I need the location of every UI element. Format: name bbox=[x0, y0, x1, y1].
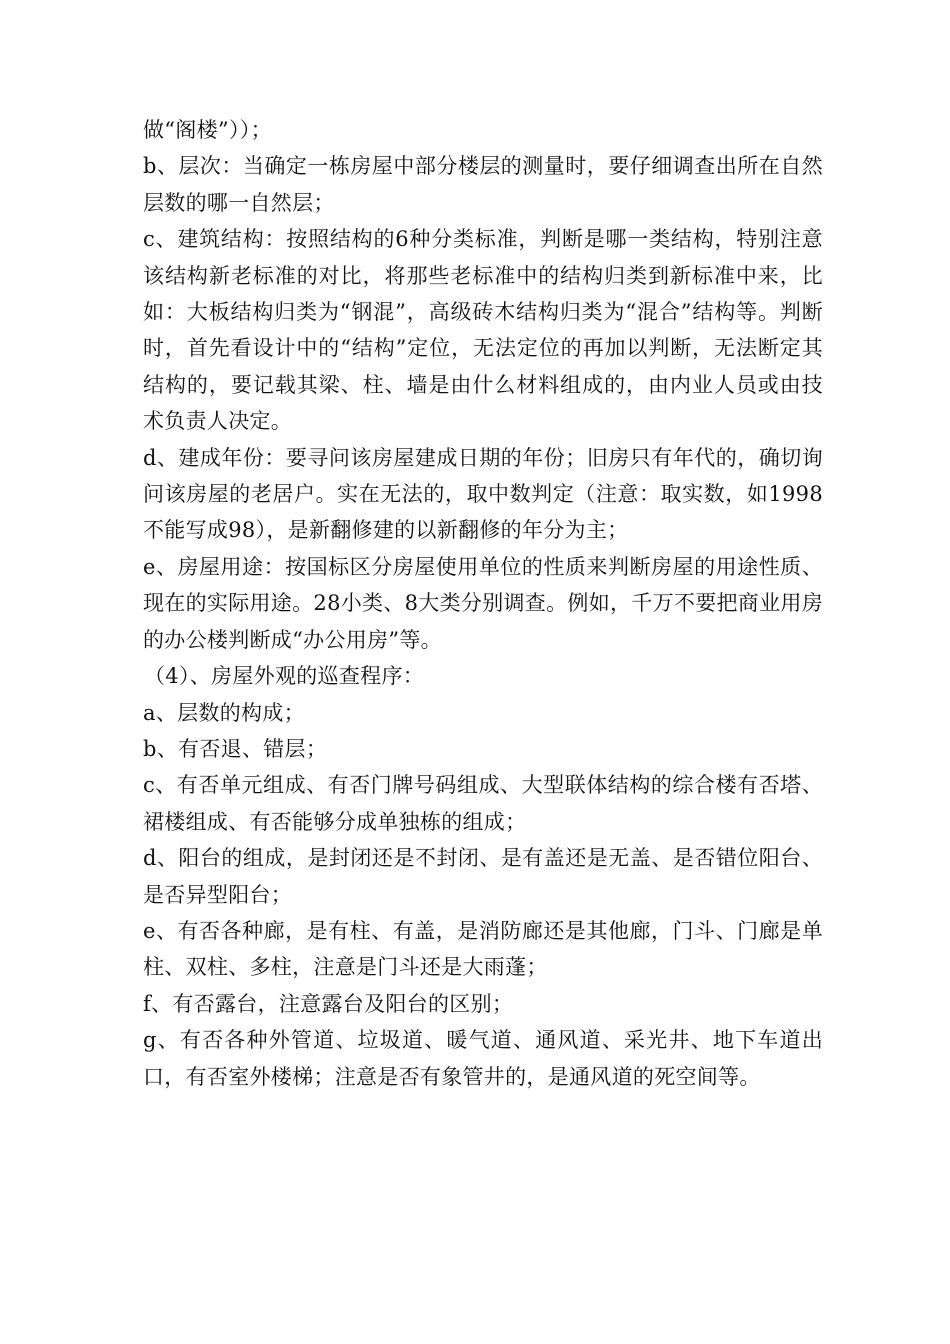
list-item-unit-composition: c、有否单元组成、有否门牌号码组成、大型联体结构的综合楼有否塔、裙楼组成、有否能够分成单独栋的组成； bbox=[143, 773, 823, 834]
paragraph-construction-year: d、建成年份：要寻问该房屋建成日期的年份；旧房只有年代的，确切询问该房屋的老居户。实在无法的，取中数判定（注意：取实数，如1998不能写成98），是新翻修建的以新翻修的年分为主； bbox=[143, 445, 823, 543]
list-item-balcony-composition: d、阳台的组成，是封闭还是不封闭、是有盖还是无盖、是否错位阳台、是否异型阳台； bbox=[143, 846, 823, 907]
list-item-external-ducts: g、有否各种外管道、垃圾道、暖气道、通风道、采光井、地下车道出口，有否室外楼梯；注意是否有象管井的，是通风道的死空间等。 bbox=[143, 1028, 823, 1089]
paragraph-building-structure: c、建筑结构：按照结构的6种分类标准，判断是哪一类结构，特别注意该结构新老标准的对比，将那些老标准中的结构归类到新标准中来，比如：大板结构归类为“钢混”，高级砖木结构归类为“混合”结构等。判断时，首先看设计中的“结构”定位，无法定位的再加以判断，无法断定其结构的，要记载其梁、柱、墙是由什么材料组成的，由内业人员或由技术负责人决定。 bbox=[143, 227, 823, 434]
list-item-setback-floors: b、有否退、错层； bbox=[143, 736, 328, 761]
paragraph-attic-continuation: 做“阁楼”））； bbox=[143, 118, 272, 142]
paragraph-building-usage: e、房屋用途：按国标区分房屋使用单位的性质来判断房屋的用途性质、现在的实际用途。28小类、8大类分别调查。例如，千万不要把商业用房的办公楼判断成“办公用房”等。 bbox=[143, 554, 823, 652]
section-heading-inspection-procedure: （4）、房屋外观的巡查程序： bbox=[144, 664, 425, 689]
list-item-terrace: f、有否露台，注意露台及阳台的区别； bbox=[143, 991, 514, 1016]
list-item-corridors: e、有否各种廊，是有柱、有盖，是消防廊还是其他廊，门斗、门廊是单柱、双柱、多柱，注意是门斗还是大雨蓬； bbox=[143, 918, 823, 980]
document-body bbox=[143, 112, 823, 1095]
list-item-floor-composition: a、层数的构成； bbox=[143, 700, 305, 725]
paragraph-floor-level: b、层次：当确定一栋房屋中部分楼层的测量时，要仔细调查出所在自然层数的哪一自然层； bbox=[143, 154, 823, 215]
